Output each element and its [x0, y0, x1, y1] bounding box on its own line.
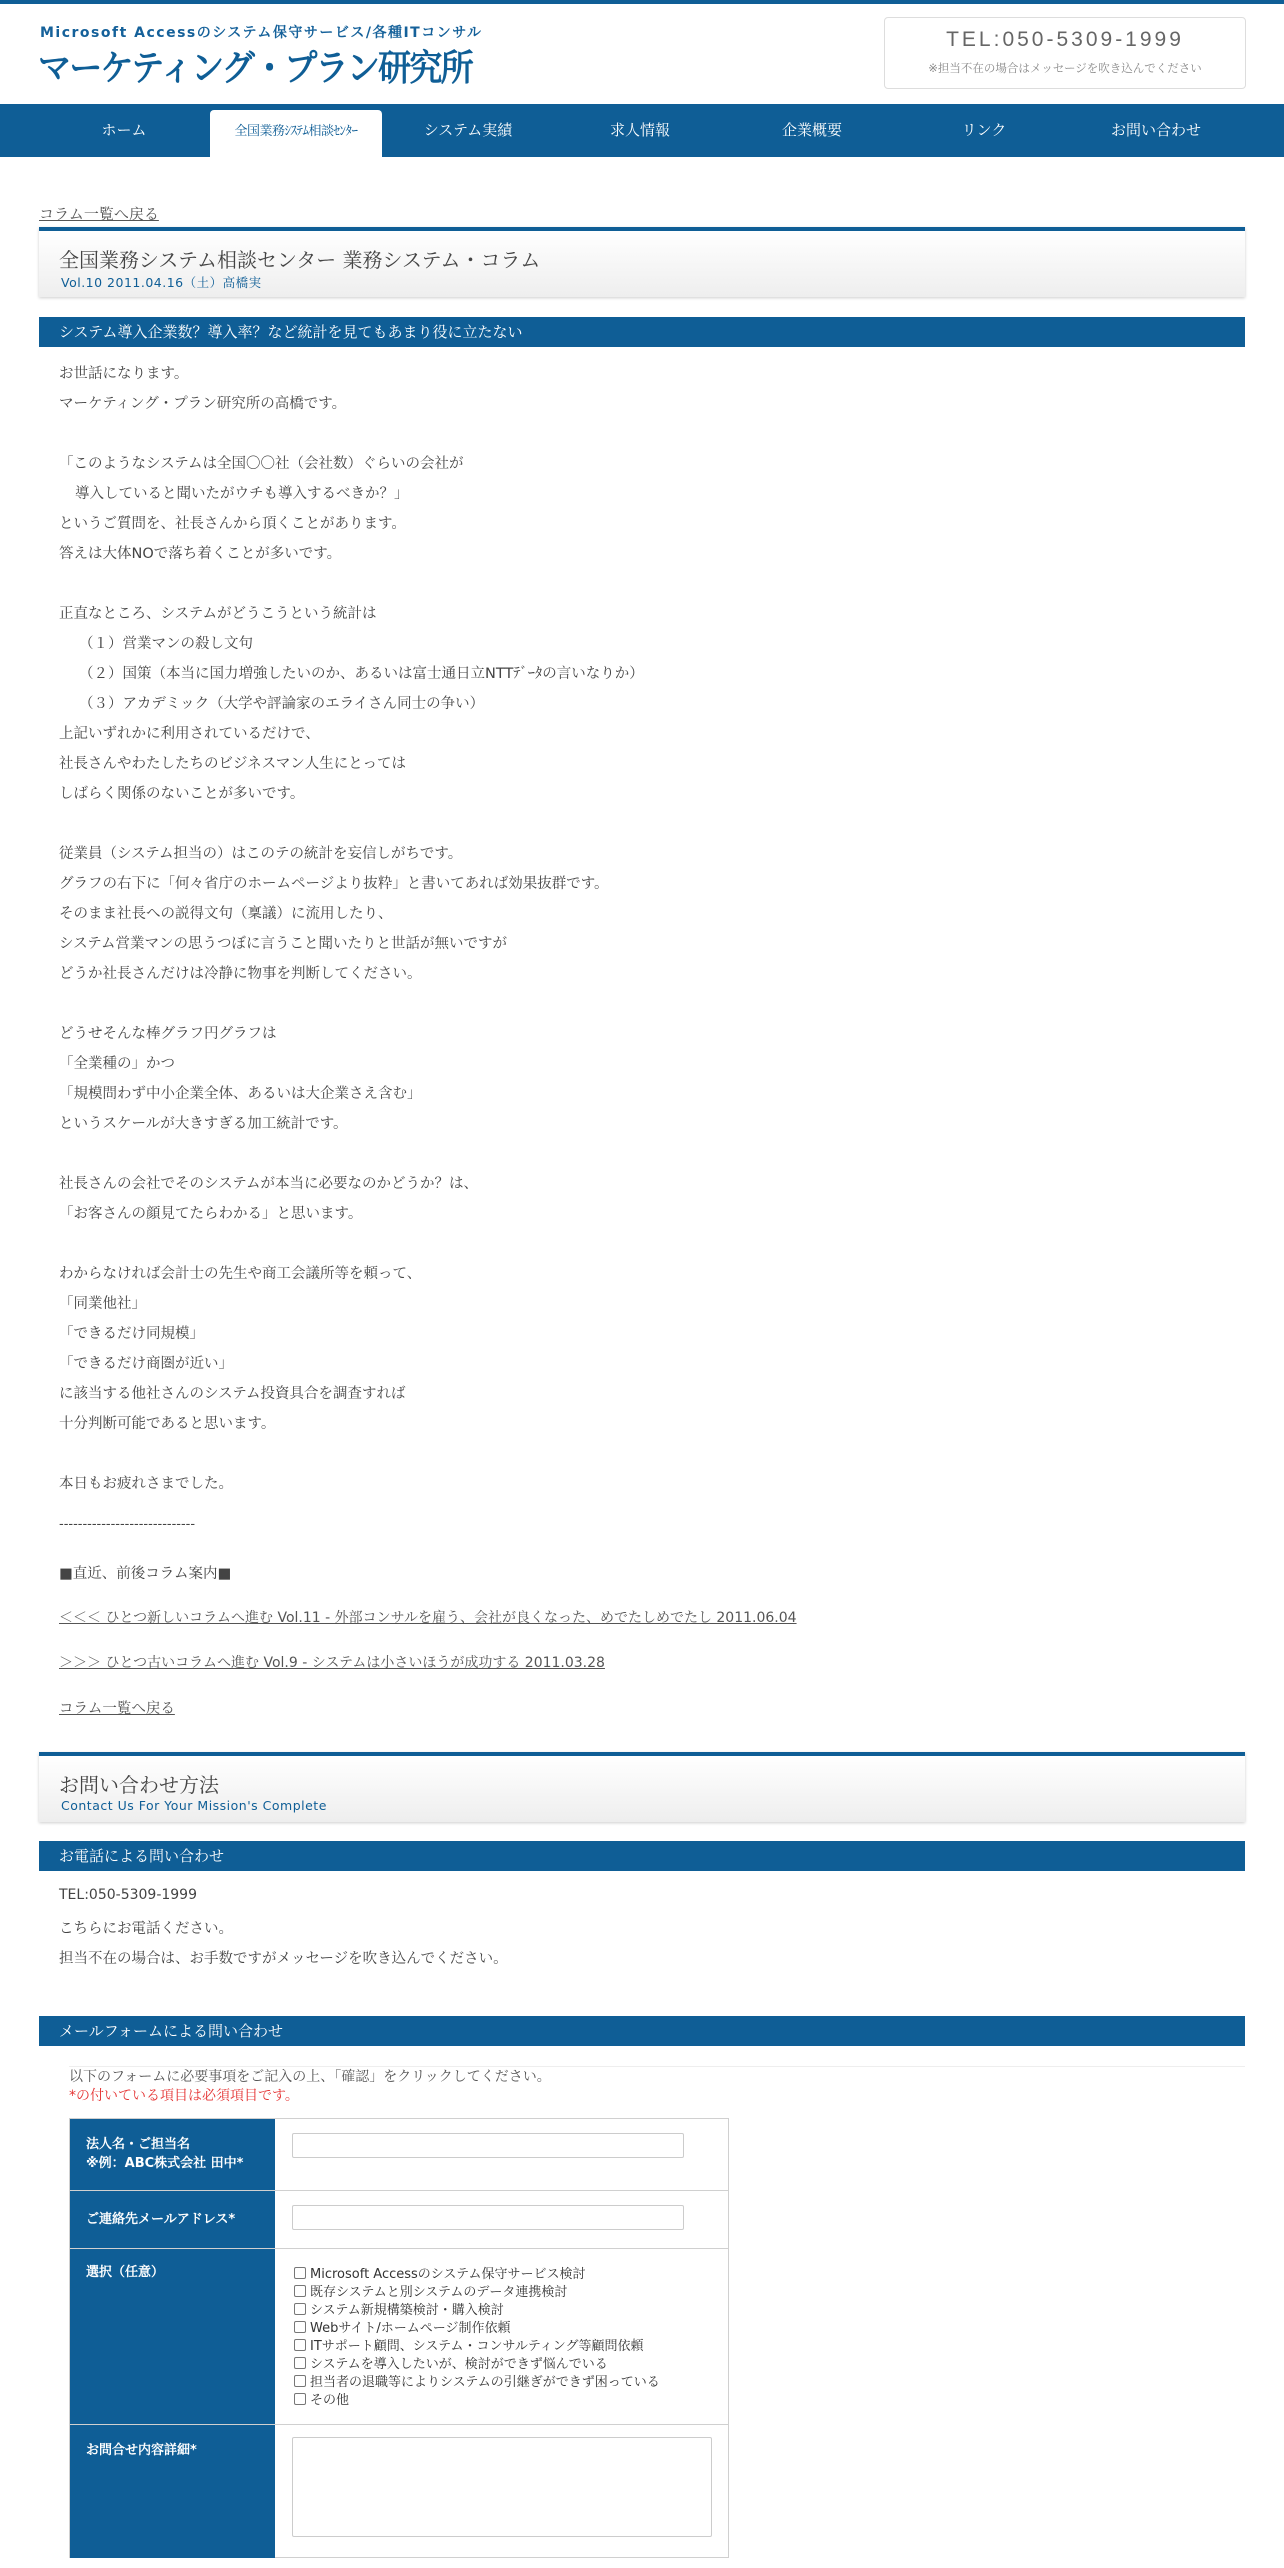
contact-subtitle: Contact Us For Your Mission's Complete	[61, 1798, 327, 1813]
nav-item-links[interactable]: リンク	[961, 121, 1007, 139]
company-name-input[interactable]	[292, 2133, 684, 2158]
option-checkbox[interactable]	[294, 2335, 644, 2354]
option-label: システムを導入したいが、検討ができず悩んでいる	[310, 2357, 608, 2372]
body-line: 「全業種の」かつ	[59, 1056, 175, 1072]
nav-item-consult-center[interactable]: 全国業務ｼｽﾃﾑ相談ｾﾝﾀｰ	[210, 110, 382, 157]
body-line: というご質問を、社長さんから頂くことがあります。	[59, 516, 406, 532]
checkbox-icon[interactable]	[294, 2393, 306, 2405]
nearby-columns-heading: ■直近、前後コラム案内■	[59, 1566, 232, 1582]
body-line: グラフの右下に「何々省庁のホームページより抜粋」と書いてあれば効果抜群です。	[59, 876, 609, 892]
email-field-label: ご連絡先メールアドレス*	[70, 2191, 275, 2248]
option-label: システム新規構築検討・購入検討	[310, 2303, 504, 2318]
site-tagline: Microsoft Accessのシステム保守サービス/各種ITコンサル	[40, 25, 483, 41]
back-to-column-list-link-bottom[interactable]: コラム一覧へ戻る	[59, 1701, 175, 1717]
option-checkbox[interactable]	[294, 2353, 608, 2372]
select-field-label: 選択（任意）	[70, 2249, 275, 2424]
option-label: その他	[310, 2393, 350, 2408]
body-line: 社長さんやわたしたちのビジネスマン人生にとっては	[59, 756, 406, 772]
body-line: 「お客さんの顔見てたらわかる」と思います。	[59, 1206, 363, 1222]
checkbox-icon[interactable]	[294, 2285, 306, 2297]
option-label: Webサイト/ホームページ制作依頼	[310, 2321, 511, 2336]
body-line: 「できるだけ同規模」	[59, 1326, 204, 1342]
option-checkbox[interactable]	[294, 2263, 586, 2282]
option-checkbox[interactable]	[294, 2281, 567, 2300]
option-checkbox[interactable]	[294, 2299, 504, 2318]
newer-column-link[interactable]: ＜＜＜ ひとつ新しいコラムへ進む Vol.11 - 外部コンサルを雇う、会社が良くなった、めでたしめでたし 2011.06.04	[59, 1610, 797, 1626]
body-line: 「同業他社」	[59, 1296, 146, 1312]
contact-phone-line: こちらにお電話ください。	[59, 1921, 233, 1937]
option-label: 既存システムと別システムのデータ連携検討	[310, 2285, 568, 2300]
nav-item-system-results[interactable]: システム実績	[423, 121, 513, 139]
article-heading-box	[39, 227, 1245, 297]
name-label-line-1: 法人名・ご担当名	[86, 2137, 191, 2152]
body-line: （１）営業マンの殺し文句	[79, 636, 253, 652]
body-line: システム営業マンの思うつぼに言うこと聞いたりと世話が無いですが	[59, 936, 508, 952]
header-tel-note: ※担当不在の場合はメッセージを吹き込んでください	[928, 61, 1202, 75]
body-line: 十分判断可能であると思います。	[59, 1416, 276, 1432]
body-line: （３）アカデミック（大学や評論家のエライさん同士の争い）	[79, 696, 485, 712]
mail-form-section-title: メールフォームによる問い合わせ	[39, 2016, 1245, 2046]
checkbox-icon[interactable]	[294, 2303, 306, 2315]
body-line: というスケールが大きすぎる加工統計です。	[59, 1116, 348, 1132]
body-line: 「できるだけ商圏が近い」	[59, 1356, 233, 1372]
detail-field-label: お問合せ内容詳細*	[70, 2425, 275, 2558]
contact-form	[69, 2118, 729, 2558]
option-label: ITサポート顧問、システム・コンサルティング等顧問依頼	[310, 2339, 644, 2354]
body-line: 従業員（システム担当の）はこのテの統計を妄信しがちです。	[59, 846, 463, 862]
body-line: どうか社長さんだけは冷静に物事を判断してください。	[59, 966, 422, 982]
body-line: 導入していると聞いたがウチも導入するべきか？」	[75, 486, 409, 502]
body-line: 正直なところ、システムがどうこうという統計は	[59, 606, 377, 622]
article-title: 全国業務システム相談センター 業務システム・コラム	[59, 248, 541, 272]
body-line: （２）国策（本当に国力増強したいのか、あるいは富士通日立NTTﾃﾞｰﾀの言いなりか）	[79, 666, 644, 682]
nav-item-contact[interactable]: お問い合わせ	[1110, 121, 1201, 139]
header-tel-number: TEL:050-5309-1999	[946, 28, 1184, 51]
nav-item-company[interactable]: 企業概要	[781, 121, 842, 139]
phone-contact-section-title: お電話による問い合わせ	[39, 1841, 1245, 1871]
top-accent-line	[0, 0, 1284, 4]
form-required-note: *の付いている項目は必須項目です。	[69, 2088, 299, 2104]
checkbox-icon[interactable]	[294, 2339, 306, 2351]
contact-tel: TEL:050-5309-1999	[59, 1887, 197, 1903]
form-intro: 以下のフォームに必要事項をご記入の上、「確認」をクリックしてください。	[69, 2069, 551, 2085]
option-label: Microsoft Accessのシステム保守サービス検討	[310, 2267, 586, 2282]
contact-phone-line: 担当不在の場合は、お手数ですがメッセージを吹き込んでください。	[59, 1951, 508, 1967]
body-line: お世話になります。	[59, 366, 189, 382]
body-line: マーケティング・プラン研究所の高橋です。	[59, 396, 347, 412]
divider-dashes: -----------------------------	[59, 1517, 196, 1532]
checkbox-icon[interactable]	[294, 2375, 306, 2387]
body-line: どうせそんな棒グラフ円グラフは	[59, 1026, 277, 1042]
site-logo-title[interactable]: マーケティング・プラン研究所	[38, 48, 472, 89]
body-line: 「このようなシステムは全国〇〇社（会社数）ぐらいの会社が	[59, 456, 464, 472]
article-section-title: システム導入企業数？導入率？など統計を見てもあまり役に立たない	[39, 317, 1245, 347]
name-field-label	[70, 2119, 275, 2190]
article-meta: Vol.10 2011.04.16（土）高橋実	[61, 275, 262, 290]
body-line: そのまま社長への説得文句（稟議）に流用したり、	[59, 906, 393, 922]
email-input[interactable]	[292, 2205, 684, 2230]
inquiry-detail-textarea[interactable]	[292, 2437, 712, 2537]
main-nav	[0, 104, 1284, 157]
option-checkbox[interactable]	[294, 2317, 511, 2336]
body-line: に該当する他社さんのシステム投資具合を調査すれば	[59, 1386, 406, 1402]
nav-item-home[interactable]: ホーム	[101, 121, 147, 139]
body-line: わからなければ会計士の先生や商工会議所等を頼って、	[59, 1266, 422, 1282]
body-line: 本日もお疲れさまでした。	[59, 1476, 233, 1492]
body-line: 社長さんの会社でそのシステムが本当に必要なのかどうか？は、	[59, 1176, 479, 1192]
checkbox-icon[interactable]	[294, 2357, 306, 2369]
checkbox-icon[interactable]	[294, 2267, 306, 2279]
contact-heading-box	[39, 1752, 1245, 1822]
header-tel-box	[884, 17, 1246, 89]
checkbox-icon[interactable]	[294, 2321, 306, 2333]
name-label-line-2: ※例：ABC株式会社 田中*	[86, 2156, 244, 2171]
back-to-column-list-link[interactable]: コラム一覧へ戻る	[39, 205, 159, 223]
option-checkbox[interactable]	[294, 2389, 349, 2408]
nav-item-recruit[interactable]: 求人情報	[609, 121, 670, 139]
body-line: 「規模問わず中小企業全体、あるいは大企業さえ含む」	[59, 1086, 422, 1102]
older-column-link[interactable]: ＞＞＞ ひとつ古いコラムへ進む Vol.9 - システムは小さいほうが成功する 2011.03.28	[59, 1655, 605, 1671]
body-line: しばらく関係のないことが多いです。	[59, 786, 305, 802]
body-line: 上記いずれかに利用されているだけで、	[59, 726, 320, 742]
option-checkbox[interactable]	[294, 2371, 660, 2390]
contact-title: お問い合わせ方法	[59, 1773, 219, 1797]
body-line: 答えは大体NOで落ち着くことが多いです。	[59, 546, 342, 562]
option-label: 担当者の退職等によりシステムの引継ぎができず困っている	[310, 2375, 660, 2390]
